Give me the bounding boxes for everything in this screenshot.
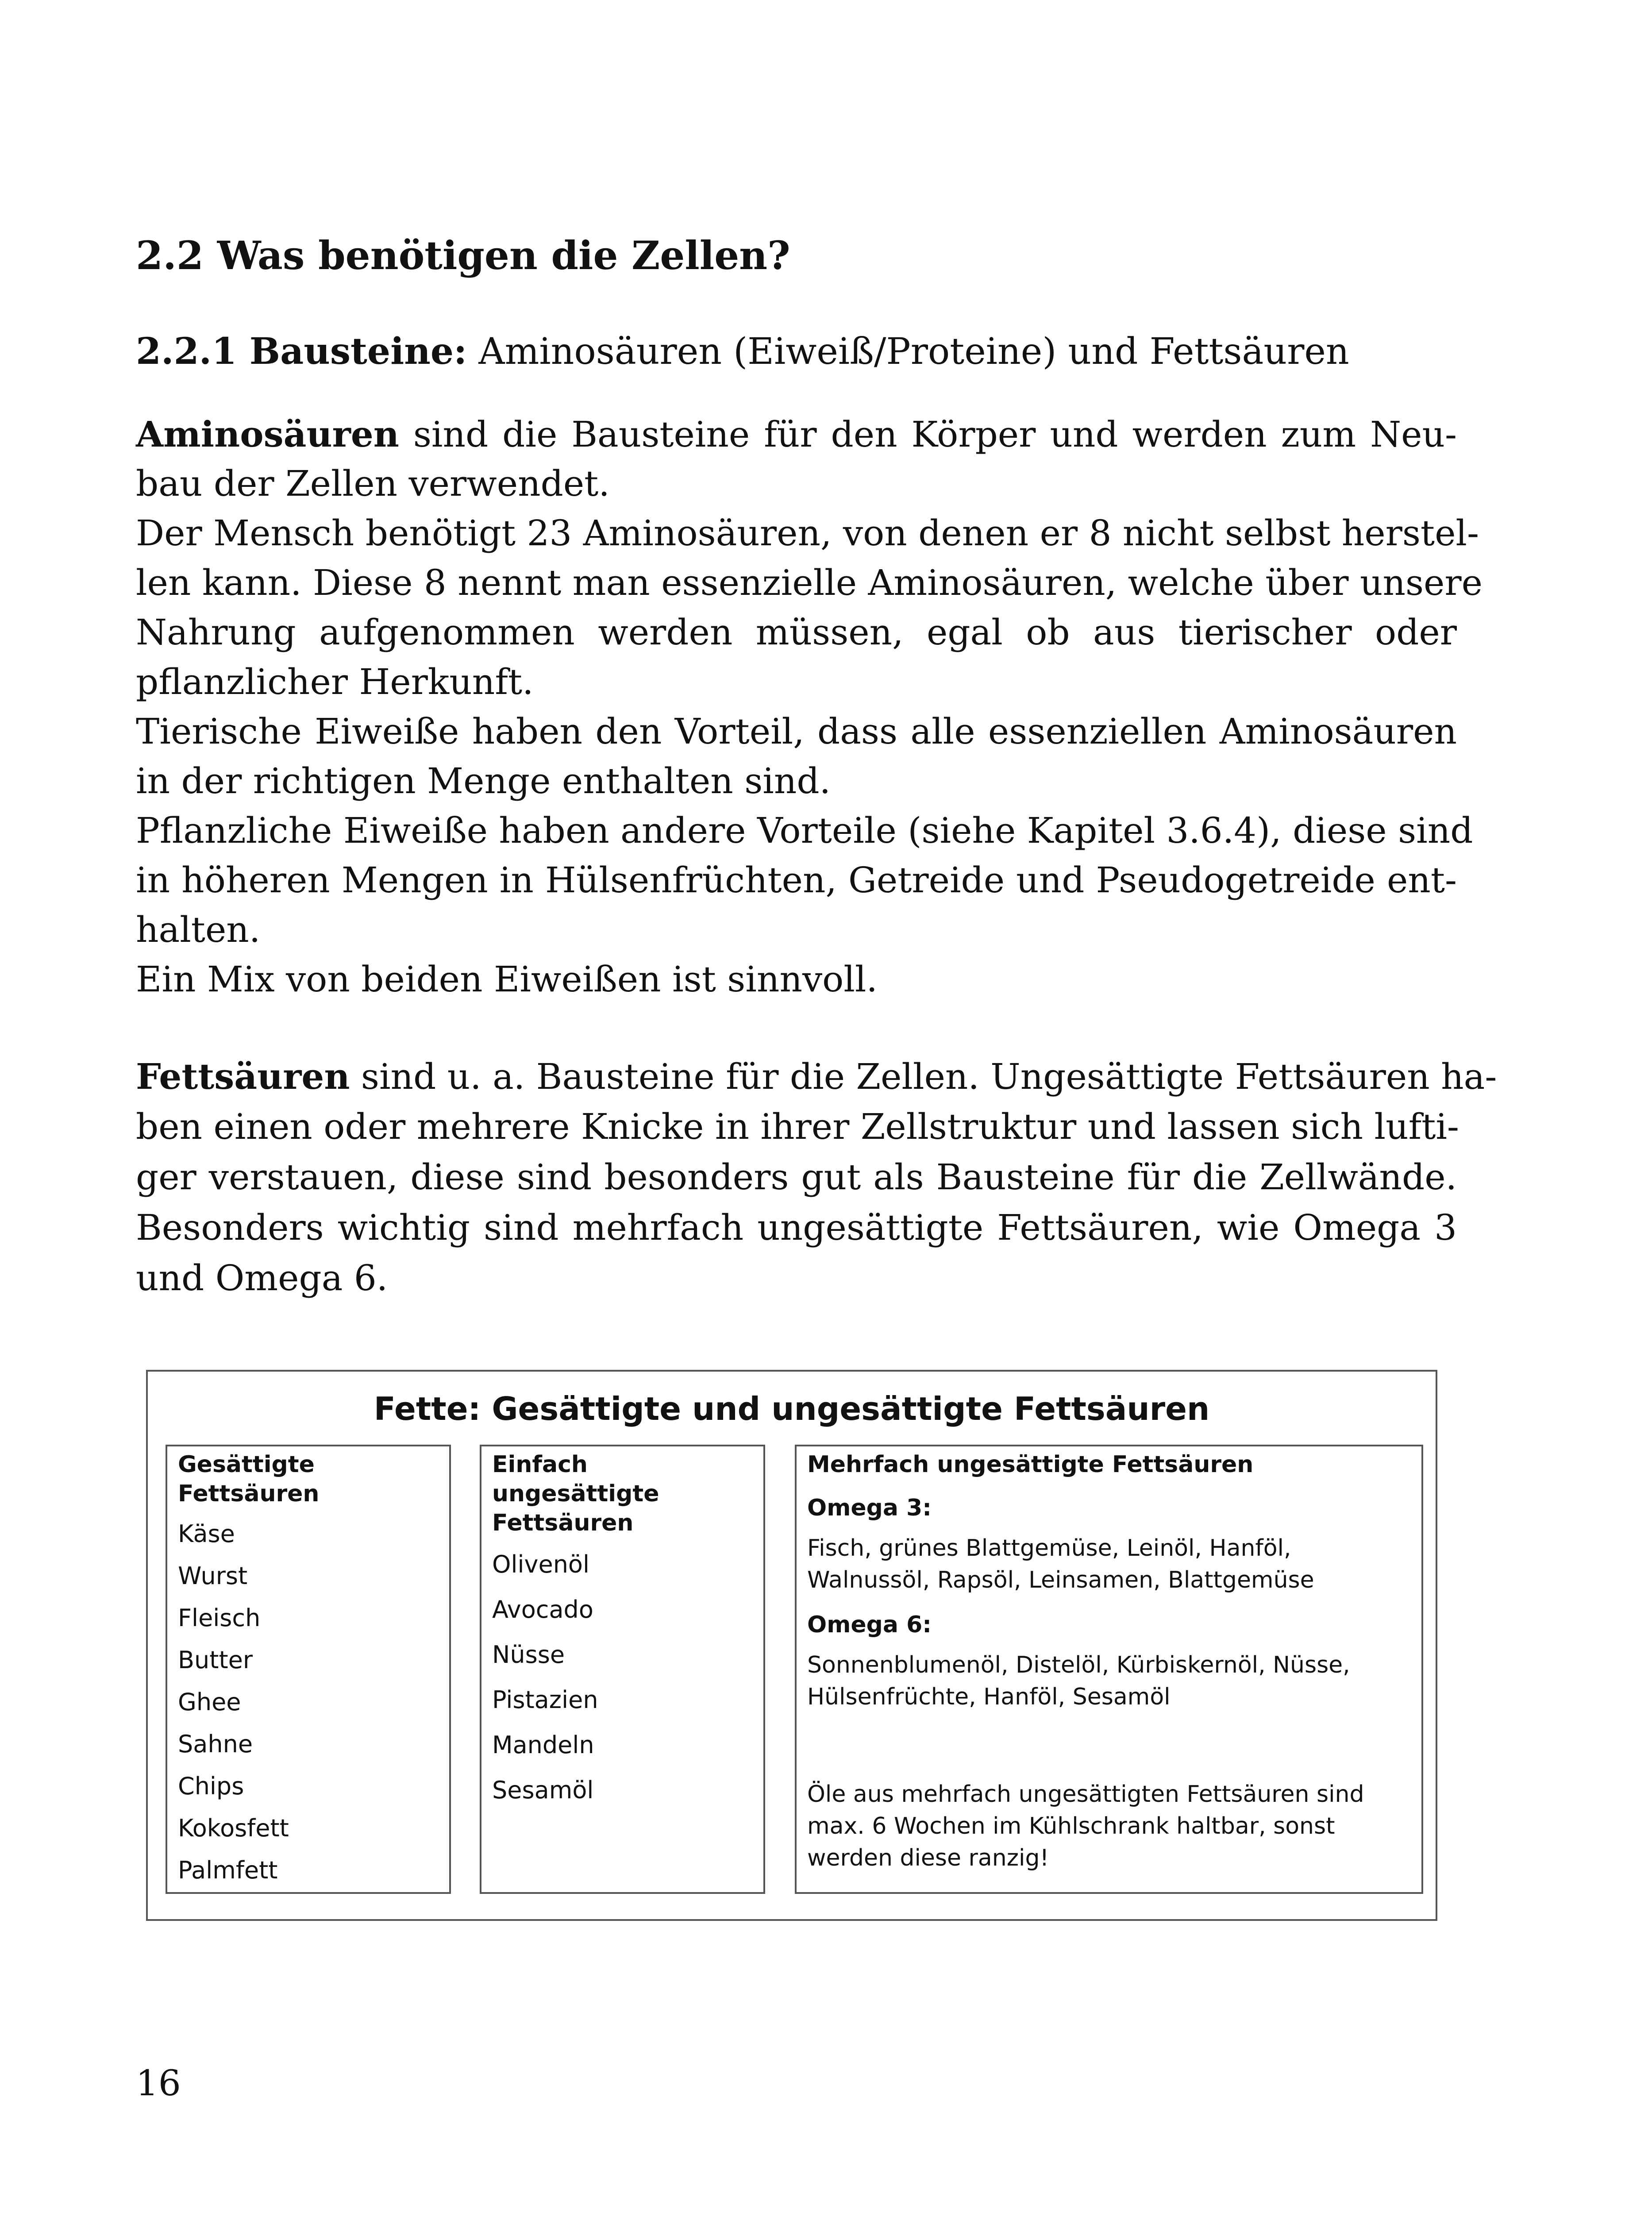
paragraph-aminosaeuren	[136, 409, 1483, 1004]
list-item: Nüsse	[492, 1641, 565, 1669]
text-line: Tierische Eiweiße haben den Vorteil, dass alle essenziellen Aminosäuren	[136, 711, 1457, 752]
list-item: Käse	[178, 1520, 235, 1548]
text-line: und Omega 6.	[136, 1257, 388, 1299]
bold-term: Aminosäuren	[136, 413, 399, 455]
text-line: max. 6 Wochen im Kühlschrank haltbar, sonst	[807, 1813, 1335, 1839]
monounsaturated-fats-column	[480, 1445, 765, 1894]
text-line: Besonders wichtig sind mehrfach ungesättigte Fettsäuren, wie Omega 3	[136, 1207, 1457, 1248]
paragraph-fettsaeuren	[136, 1051, 1497, 1303]
list-item: Mandeln	[492, 1731, 594, 1759]
polyunsaturated-fats-column	[795, 1445, 1423, 1894]
subsection-text: Aminosäuren (Eiweiß/Proteine) und Fettsäuren	[478, 331, 1349, 373]
list-item: Chips	[178, 1772, 244, 1800]
storage-note	[807, 1778, 1411, 1874]
page-number: 16	[136, 2063, 181, 2104]
text-line: len kann. Diese 8 nennt man essenzielle Aminosäuren, welche über unsere	[136, 562, 1483, 603]
fat-types-box	[146, 1370, 1437, 1921]
text-line: Nahrung aufgenommen werden müssen, egal ob aus tierischer oder	[136, 612, 1457, 653]
list-item: Pistazien	[492, 1686, 598, 1714]
column-header-line: Einfach ungesättigte	[492, 1451, 659, 1507]
text-line	[136, 409, 1457, 459]
omega6-label: Omega 6:	[807, 1612, 932, 1638]
food-list	[492, 1542, 753, 1813]
text-line	[136, 1051, 1497, 1102]
text-line: Walnussöl, Rapsöl, Leinsamen, Blattgemüse	[807, 1567, 1314, 1593]
list-item: Ghee	[178, 1688, 241, 1716]
list-item: Olivenöl	[492, 1550, 589, 1578]
text-line: in der richtigen Menge enthalten sind.	[136, 760, 831, 802]
list-item: Sahne	[178, 1730, 253, 1758]
list-item: Avocado	[492, 1596, 593, 1623]
text-line: werden diese ranzig!	[807, 1845, 1049, 1871]
text-line: Fisch, grünes Blattgemüse, Leinöl, Hanföl,	[807, 1535, 1291, 1561]
text-line: Hülsenfrüchte, Hanföl, Sesamöl	[807, 1684, 1171, 1710]
text-line: Pflanzliche Eiweiße haben andere Vorteile (siehe Kapitel 3.6.4), diese sind	[136, 810, 1473, 851]
list-item: Butter	[178, 1646, 253, 1674]
text-line: ben einen oder mehrere Knicke in ihrer Zellstruktur und lassen sich lufti-	[136, 1106, 1459, 1147]
subsection-title	[136, 330, 1349, 374]
list-item: Wurst	[178, 1562, 248, 1590]
box-title: Fette: Gesättigte und ungesättigte Fettsäuren	[374, 1390, 1210, 1427]
list-item: Sesamöl	[492, 1776, 594, 1804]
text-line: Der Mensch benötigt 23 Aminosäuren, von denen er 8 nicht selbst herstel-	[136, 513, 1479, 554]
subsection-label: 2.2.1 Bausteine:	[136, 330, 467, 373]
text-line: Ein Mix von beiden Eiweißen ist sinnvoll.	[136, 959, 878, 1000]
text-line: halten.	[136, 909, 261, 950]
text-line: Sonnenblumenöl, Distelöl, Kürbiskernöl, Nüsse,	[807, 1652, 1350, 1678]
list-item: Palmfett	[178, 1856, 278, 1884]
list-item: Kokosfett	[178, 1814, 289, 1842]
text-line: bau der Zellen verwendet.	[136, 463, 610, 504]
text-line: in höheren Mengen in Hülsenfrüchten, Getreide und Pseudogetreide ent-	[136, 860, 1457, 901]
text-line: Öle aus mehrfach ungesättigten Fettsäuren sind	[807, 1781, 1364, 1808]
section-title: 2.2 Was benötigen die Zellen?	[136, 232, 790, 278]
text-line-content: sind u. a. Bausteine für die Zellen. Ungesättigte Fettsäuren ha-	[350, 1056, 1497, 1097]
column-header-line: Fettsäuren	[492, 1510, 634, 1536]
omega3-sources	[807, 1532, 1411, 1596]
omega3-label: Omega 3:	[807, 1495, 932, 1521]
food-list	[178, 1513, 439, 1891]
text-line: pflanzlicher Herkunft.	[136, 661, 534, 702]
saturated-fats-column	[166, 1445, 451, 1894]
text-line-content: sind die Bausteine für den Körper und werden zum Neu-	[399, 414, 1457, 455]
omega6-sources	[807, 1649, 1411, 1713]
column-header: Gesättigte Fettsäuren	[178, 1451, 320, 1507]
bold-term: Fettsäuren	[136, 1056, 350, 1097]
text-line: ger verstauen, diese sind besonders gut als Bausteine für die Zellwände.	[136, 1157, 1457, 1198]
list-item: Fleisch	[178, 1604, 261, 1632]
column-header	[492, 1450, 753, 1538]
column-header: Mehrfach ungesättigte Fettsäuren	[807, 1451, 1254, 1478]
